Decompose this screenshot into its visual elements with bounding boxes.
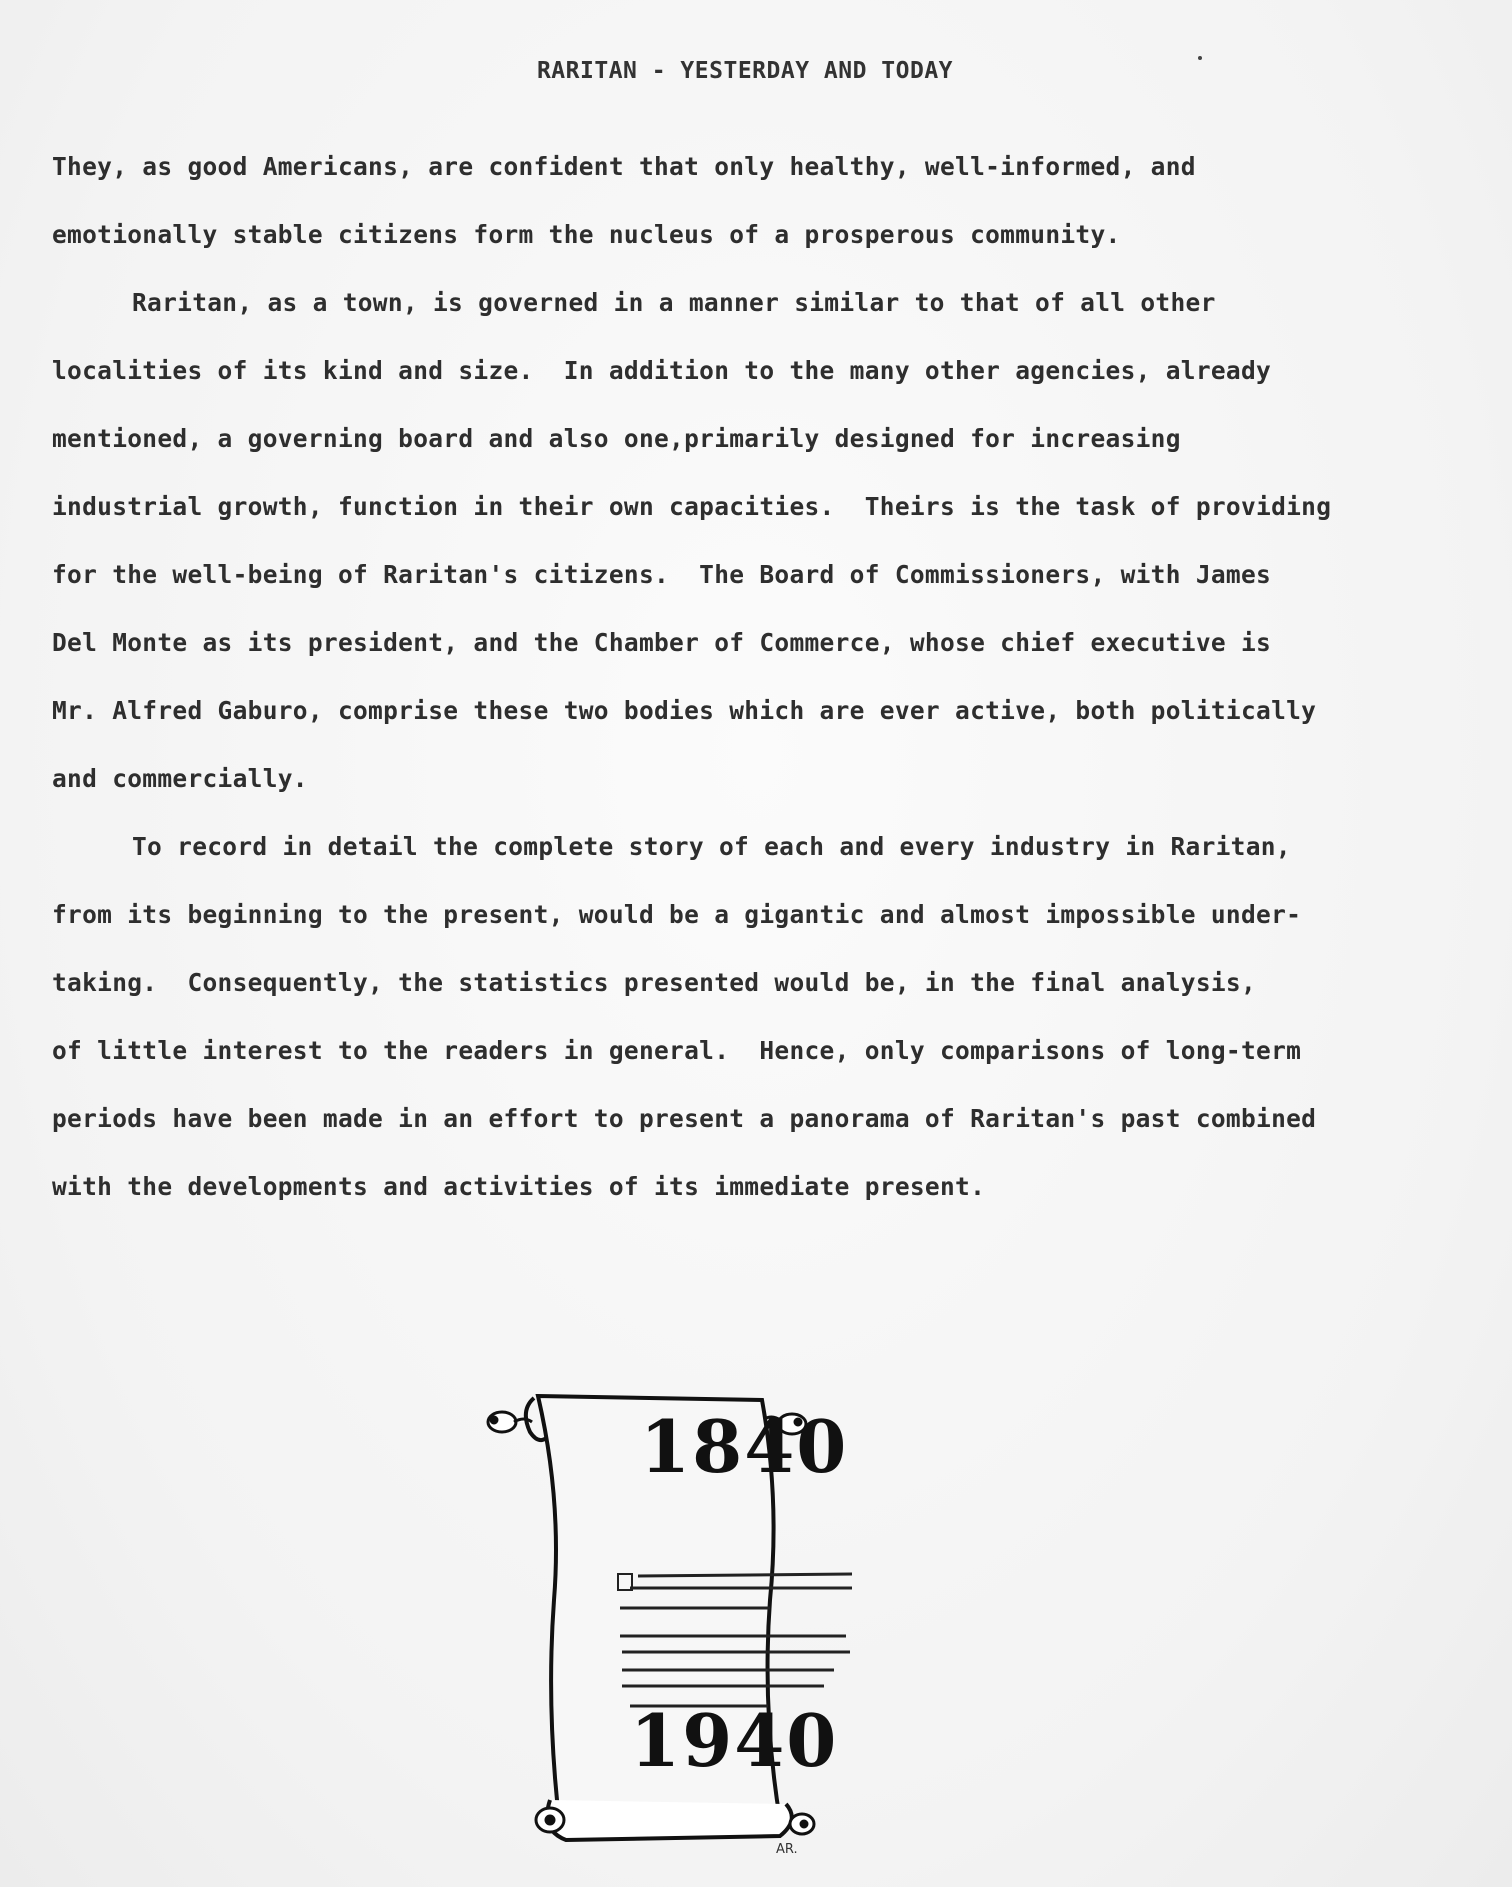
year-top-label: 1840	[640, 1404, 849, 1489]
text-line: with the developments and activities of its immediate present.	[52, 1172, 986, 1201]
text-line: emotionally stable citizens form the nucleus of a prosperous community.	[52, 220, 1121, 249]
paper-speck	[1198, 56, 1202, 60]
text-line: from its beginning to the present, would be a gigantic and almost impossible under-	[52, 900, 1302, 929]
text-line: localities of its kind and size. In addition to the many other agencies, already	[52, 356, 1272, 385]
page-title: RARITAN - YESTERDAY AND TODAY	[536, 58, 954, 84]
text-line: periods have been made in an effort to present a panorama of Raritan's past combined	[52, 1104, 1317, 1133]
paragraph-start-line: To record in detail the complete story of each and every industry in Raritan,	[132, 832, 1291, 861]
text-line: industrial growth, function in their own capacities. Theirs is the task of providing	[52, 492, 1332, 521]
year-bottom-label: 1940	[630, 1698, 839, 1783]
artist-initials: AR.	[776, 1842, 798, 1857]
text-line: mentioned, a governing board and also one,primarily designed for increasing	[52, 424, 1181, 453]
text-line: They, as good Americans, are confident that only healthy, well-informed, and	[52, 152, 1196, 181]
text-line: Del Monte as its president, and the Chamber of Commerce, whose chief executive is	[52, 628, 1272, 657]
text-line: and commercially.	[52, 764, 308, 793]
scroll-illustration	[480, 1380, 940, 1860]
bottom-right-roller-knob	[790, 1814, 814, 1834]
text-line: for the well-being of Raritan's citizens. The Board of Commissioners, with James	[52, 560, 1272, 589]
scroll-bottom-roll	[547, 1800, 792, 1840]
text-line: Mr. Alfred Gaburo, comprise these two bodies which are ever active, both politically	[52, 696, 1317, 725]
text-line: taking. Consequently, the statistics presented would be, in the final analysis,	[52, 968, 1257, 997]
text-line: of little interest to the readers in general. Hence, only comparisons of long-term	[52, 1036, 1302, 1065]
bottom-left-roller-knob	[536, 1808, 564, 1832]
paragraph-start-line: Raritan, as a town, is governed in a manner similar to that of all other	[132, 288, 1216, 317]
